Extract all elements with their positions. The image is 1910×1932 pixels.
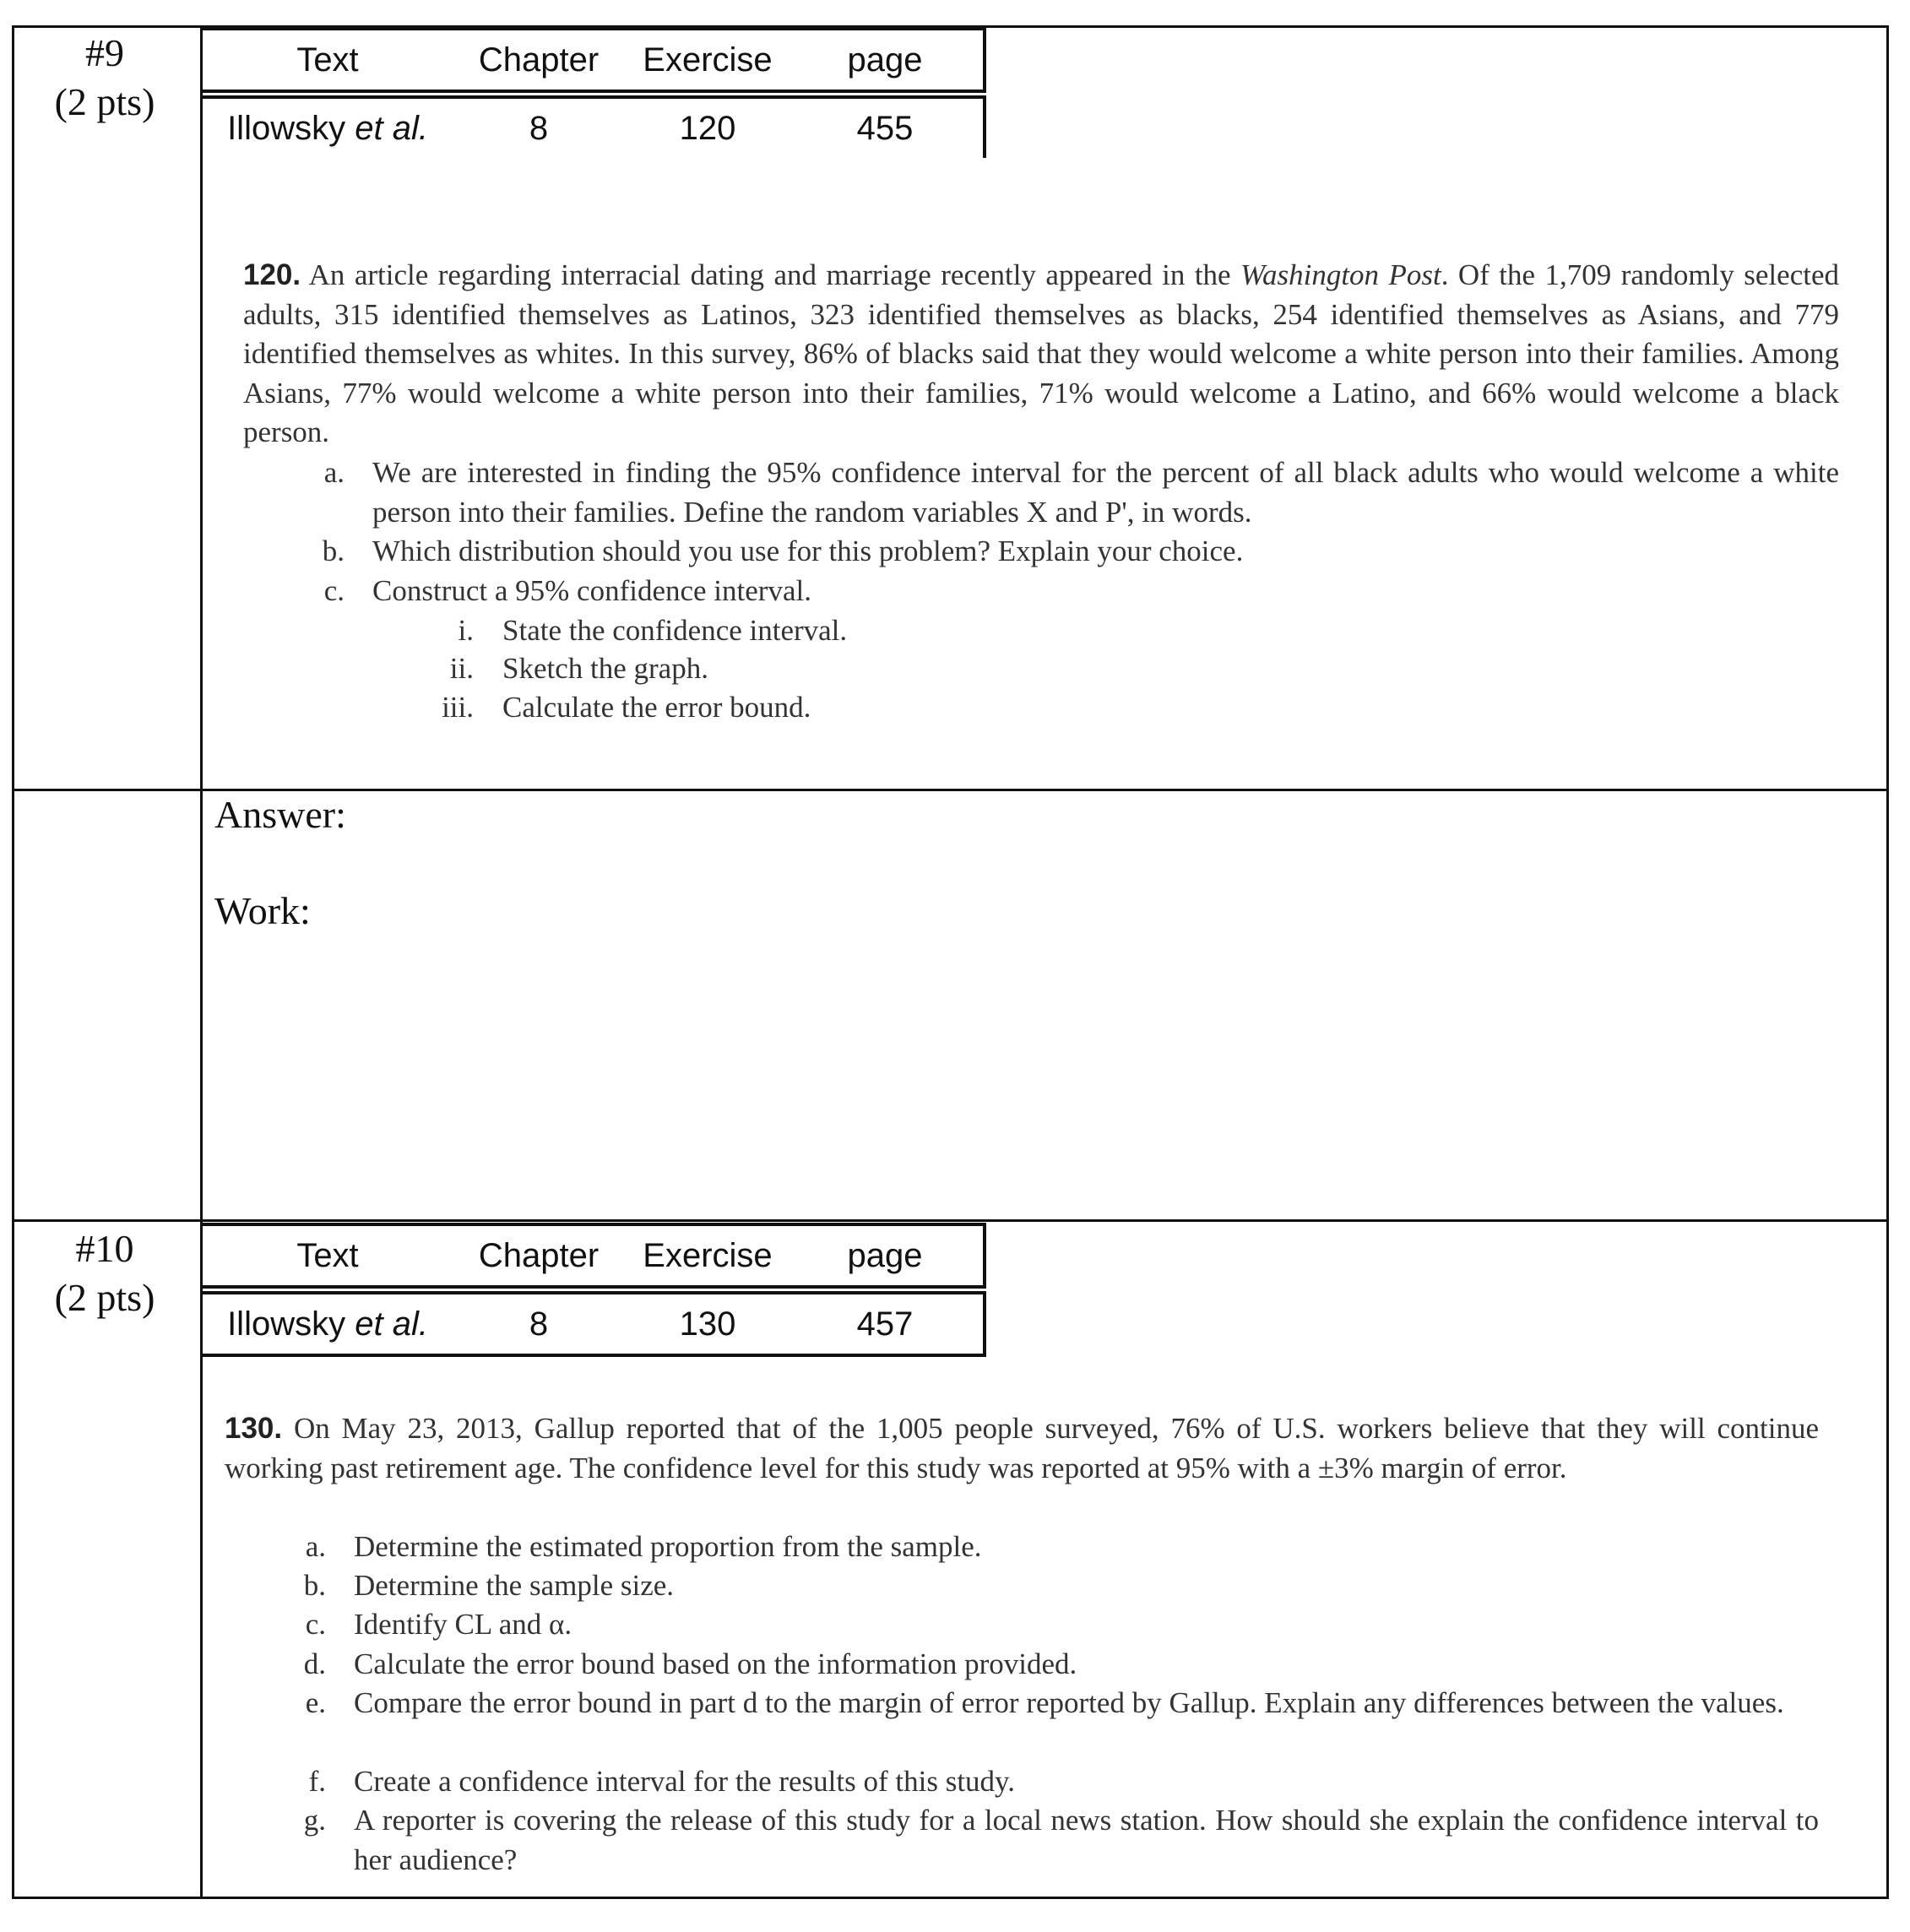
q10-ref-page: 457 [856, 1305, 914, 1343]
row-divider-q10 [14, 1219, 1886, 1222]
q10-item-e [0, 1684, 1910, 1762]
q9-points: (2 pts) [54, 80, 155, 123]
q9-reference-table [201, 27, 986, 158]
q10-number: #10 [75, 1227, 134, 1270]
q9-subitem-i-text: State the confidence interval. [502, 614, 848, 647]
q10-ref-header-page: page [847, 1236, 923, 1274]
q10-item-g-text: A reporter is covering the release of this study for a local news station. How should she explain the confidence interval to her audience? [354, 1804, 1819, 1876]
q10-problem-text [225, 1409, 1819, 1488]
q10-ref-data-row [201, 1294, 986, 1357]
q9-ref-header-text: Text [296, 41, 359, 79]
q9-item-c [0, 572, 1910, 611]
q9-ref-page: 455 [856, 109, 914, 147]
q9-subitem-ii-label: ii. [449, 652, 474, 685]
q10-ref-etal: et al. [355, 1305, 428, 1343]
q9-ref-author: Illowsky [227, 109, 346, 147]
q9-item-b [0, 532, 1910, 572]
q9-subitem-i-label: i. [458, 614, 474, 647]
q9-subitem-i [0, 611, 1910, 651]
q10-item-f [0, 1762, 1910, 1802]
q9-subitem-ii [0, 649, 1910, 689]
q10-item-g [0, 1801, 1910, 1880]
q10-ref-double-rule [201, 1285, 986, 1294]
q9-subitem-iii-label: iii. [442, 691, 474, 724]
q10-number-cell [12, 1224, 198, 1322]
work-label: Work: [214, 889, 311, 932]
q9-ref-exercise: 120 [679, 109, 736, 147]
q9-ref-header-chapter: Chapter [478, 41, 600, 79]
q9-item-c-label: c. [323, 574, 345, 607]
q9-ref-data-row [201, 99, 986, 158]
q10-item-c [0, 1605, 1910, 1645]
q10-item-c-label: c. [305, 1608, 326, 1641]
q9-item-c-text: Construct a 95% confidence interval. [372, 574, 811, 607]
q10-ref-header-text: Text [296, 1236, 359, 1274]
q10-item-d [0, 1645, 1910, 1685]
q10-item-b-text: Determine the sample size. [354, 1569, 675, 1602]
q10-item-e-label: e. [305, 1686, 326, 1719]
q9-ref-author-cell [201, 110, 454, 148]
q10-item-b [0, 1566, 1910, 1606]
q9-publication: Washington Post [1240, 258, 1441, 291]
q10-item-f-label: f. [308, 1765, 326, 1798]
q9-ref-chapter: 8 [529, 109, 549, 147]
q10-item-g-label: g. [303, 1804, 326, 1837]
answer-label: Answer: [214, 793, 346, 836]
q9-problem-number: 120. [243, 258, 301, 291]
q10-item-c-text: Identify CL and α. [354, 1608, 572, 1641]
q10-ref-header-exercise: Exercise [643, 1236, 773, 1274]
q10-problem-body: On May 23, 2013, Gallup reported that of the 1,005 people surveyed, 76% of U.S. workers believe that they will continue working past retirement age. The confidence level for this study was reported at 95% with a ±3% margin of error. [225, 1412, 1819, 1484]
q9-ref-header-exercise: Exercise [643, 41, 773, 79]
q10-points: (2 pts) [54, 1276, 155, 1319]
q9-problem-text [243, 256, 1839, 453]
q10-item-b-label: b. [303, 1569, 326, 1602]
q10-item-d-label: d. [303, 1647, 326, 1680]
q9-item-a [0, 453, 1910, 529]
q9-item-b-text: Which distribution should you use for this problem? Explain your choice. [372, 535, 1244, 567]
q9-number-cell [12, 29, 198, 127]
q9-ref-double-rule [201, 90, 986, 99]
q10-ref-header-row [201, 1223, 986, 1285]
q10-ref-author-cell [201, 1305, 454, 1343]
q9-problem-part1: An article regarding interracial dating and marriage recently appeared in the [308, 258, 1231, 291]
q9-ref-header-page: page [847, 41, 923, 79]
q10-ref-author: Illowsky [227, 1305, 346, 1343]
q9-problem-part2: . Of the 1,709 randomly selected adults, 315 identified themselves as Latinos, 323 identified themselves as blacks, 254 identified themselves as Asians, and 779 identified themselves as whites. In this survey, 86% of blacks said that they would welcome a white person into their families. Among Asians, 77% would welcome a white person into their families, 71% would welcome a Latino, and 66% would welcome a black person. [243, 258, 1839, 448]
q9-item-a-text: We are interested in finding the 95% confidence interval for the percent of all black adults who would welcome a white person into their families. Define the random variables X and P', in words. [372, 456, 1839, 529]
q10-item-a-label: a. [305, 1530, 326, 1563]
row-divider-answer [14, 789, 1886, 791]
q9-subitem-iii [0, 688, 1910, 728]
q10-item-a [0, 1528, 1910, 1567]
q9-ref-etal: et al. [355, 109, 428, 147]
q10-item-e-text: Compare the error bound in part d to the margin of error reported by Gallup. Explain any differences between the values. [354, 1686, 1784, 1719]
q10-item-a-text: Determine the estimated proportion from the sample. [354, 1530, 982, 1563]
q9-ref-header-row [201, 27, 986, 90]
q9-item-a-label: a. [323, 456, 345, 489]
q9-subitem-ii-text: Sketch the graph. [502, 652, 708, 685]
q10-ref-header-chapter: Chapter [478, 1236, 600, 1274]
q10-item-f-text: Create a confidence interval for the results of this study. [354, 1765, 1016, 1798]
q10-ref-exercise: 130 [679, 1305, 736, 1343]
q10-ref-chapter: 8 [529, 1305, 549, 1343]
q10-reference-table [201, 1223, 986, 1357]
q10-problem-number: 130. [225, 1412, 283, 1445]
q9-subitem-iii-text: Calculate the error bound. [502, 691, 811, 724]
q9-number: #9 [85, 31, 124, 74]
q9-item-b-label: b. [322, 535, 345, 567]
q10-item-d-text: Calculate the error bound based on the information provided. [354, 1647, 1077, 1680]
